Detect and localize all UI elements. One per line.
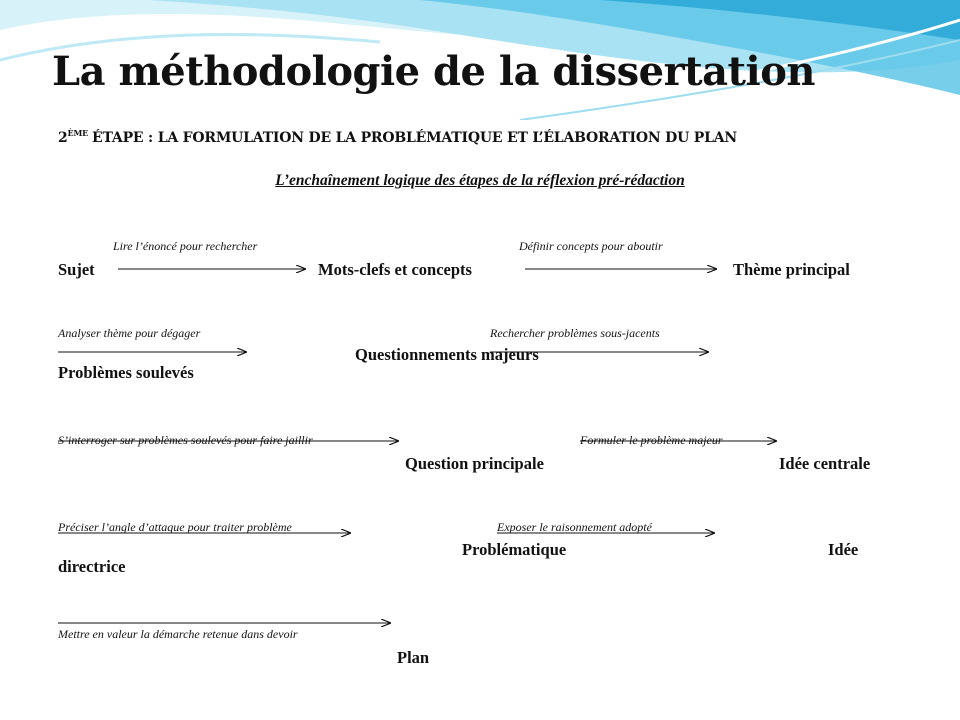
step-ordinal: ÈME (67, 128, 88, 138)
row2-note-left: Analyser thème pour dégager (58, 326, 201, 340)
step-heading (58, 128, 737, 146)
step-number: 2 (58, 130, 68, 146)
row5-note-left: Mettre en valeur la démarche retenue dans devoir (58, 627, 298, 641)
row1-term-mots-clefs: Mots-clefs et concepts (318, 260, 472, 279)
row1-term-sujet: Sujet (58, 260, 95, 279)
row1-note-right: Définir concepts pour aboutir (519, 239, 663, 253)
row1-term-theme: Thème principal (733, 260, 850, 279)
row4-term-idee: Idée (828, 540, 859, 559)
row3-term-question: Question principale (405, 454, 544, 473)
row2-term-problemes: Problèmes soulevés (58, 363, 194, 382)
step-title: ÉTAPE : LA FORMULATION DE LA PROBLÉMATIQUE ET L’ÉLABORATION DU PLAN (92, 130, 738, 146)
row3-note-right: Formuler le problème majeur (580, 433, 723, 447)
row1-note-left: Lire l’énoncé pour rechercher (113, 239, 258, 253)
row4-note-right: Exposer le raisonnement adopté (497, 520, 652, 534)
row3-note-left: S’interroger sur problèmes soulevés pour faire jaillir (58, 433, 313, 447)
row3-term-idee-centrale: Idée centrale (779, 454, 871, 473)
row4-note-left: Préciser l’angle d’attaque pour traiter problème (58, 520, 292, 534)
section-subtitle: L’enchaînement logique des étapes de la réflexion pré-rédaction (275, 172, 685, 189)
page-title: La méthodologie de la dissertation (52, 48, 815, 95)
row4-term-directrice: directrice (58, 557, 126, 576)
row4-term-problematique: Problématique (462, 540, 567, 559)
row5-term-plan: Plan (397, 648, 430, 667)
row2-note-right: Rechercher problèmes sous-jacents (490, 326, 660, 340)
row2-term-questionnements: Questionnements majeurs (355, 345, 539, 364)
